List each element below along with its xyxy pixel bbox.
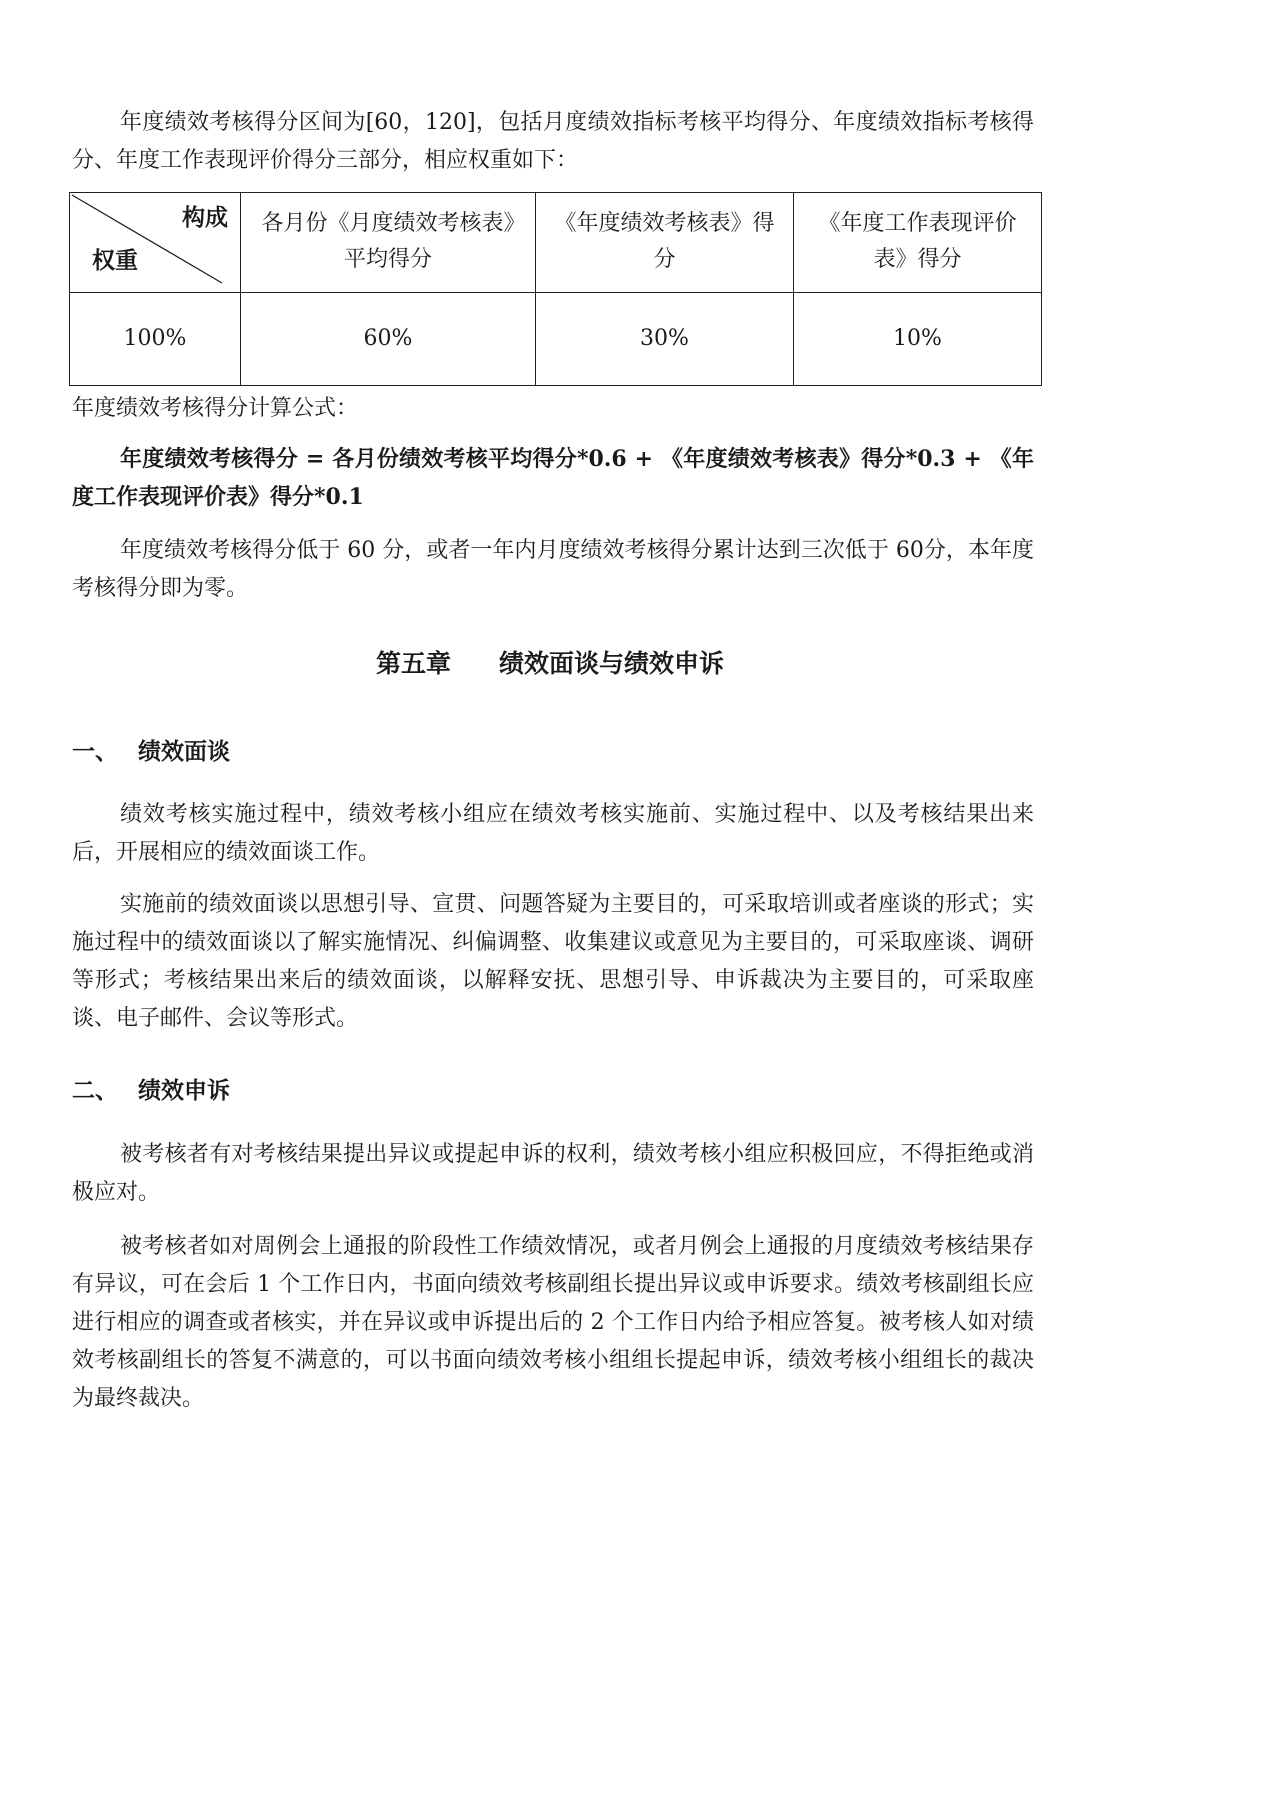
- intro-paragraph: 年度绩效考核得分区间为[60，120]，包括月度绩效指标考核平均得分、年度绩效指标考核得分、年度工作表现评价得分三部分，相应权重如下：: [72, 110, 1034, 173]
- zero-score-rule: 年度绩效考核得分低于 60 分，或者一年内月度绩效考核得分累计达到三次低于 60分，本年度考核得分即为零。: [72, 538, 1034, 601]
- section-title: 绩效申诉: [138, 1077, 230, 1104]
- weight-table: [69, 192, 1042, 386]
- table-header-cell: 《年度绩效考核表》得分: [536, 193, 794, 293]
- table-row: [70, 292, 1042, 385]
- formula-label: 年度绩效考核得分计算公式：: [72, 396, 359, 421]
- table-header-cell: 《年度工作表现评价表》得分: [794, 193, 1042, 293]
- corner-label-weight: 权重: [92, 246, 138, 274]
- chapter-heading: [0, 642, 1100, 686]
- chapter-number: 第五章: [375, 649, 451, 678]
- table-corner-cell: [70, 193, 241, 293]
- table-cell: 30%: [536, 292, 794, 385]
- table-cell: 60%: [241, 292, 536, 385]
- chapter-title: 绩效面谈与绩效申诉: [499, 649, 725, 678]
- section-number: 一、: [72, 738, 118, 765]
- table-header-row: [70, 193, 1042, 293]
- section-number: 二、: [72, 1077, 118, 1104]
- formula: 年度绩效考核得分 = 各月份绩效考核平均得分*0.6 + 《年度绩效考核表》得分*0.3 + 《年度工作表现评价表》得分*0.1: [72, 446, 1034, 510]
- paragraph: 被考核者如对周例会上通报的阶段性工作绩效情况，或者月例会上通报的月度绩效考核结果存有异议，可在会后 1 个工作日内，书面向绩效考核副组长提出异议或申诉要求。绩效考核副组长应进行相应的调查或者核实，并在异议或申诉提出后的 2 个工作日内给予相应答复。被考核人如对绩效考核副组长的答复不满意的，可以书面向绩效考核小组组长提起申诉，绩效考核小组组长的裁决为最终裁决。: [72, 1234, 1034, 1411]
- section-heading-interview: [72, 732, 230, 772]
- corner-label-composition: 构成: [182, 204, 228, 231]
- table-cell: 10%: [794, 292, 1042, 385]
- paragraph: 绩效考核实施过程中，绩效考核小组应在绩效考核实施前、实施过程中、以及考核结果出来后，开展相应的绩效面谈工作。: [72, 802, 1034, 865]
- paragraph: 实施前的绩效面谈以思想引导、宣贯、问题答疑为主要目的，可采取培训或者座谈的形式；实施过程中的绩效面谈以了解实施情况、纠偏调整、收集建议或意见为主要目的，可采取座谈、调研等形式；考核结果出来后的绩效面谈，以解释安抚、思想引导、申诉裁决为主要目的，可采取座谈、电子邮件、会议等形式。: [72, 892, 1034, 1031]
- table-header-cell: 各月份《月度绩效考核表》平均得分: [241, 193, 536, 293]
- section-title: 绩效面谈: [138, 738, 230, 765]
- paragraph: 被考核者有对考核结果提出异议或提起申诉的权利，绩效考核小组应积极回应，不得拒绝或消极应对。: [72, 1142, 1034, 1205]
- section-heading-appeal: [72, 1071, 230, 1111]
- table-cell-total: 100%: [70, 292, 241, 385]
